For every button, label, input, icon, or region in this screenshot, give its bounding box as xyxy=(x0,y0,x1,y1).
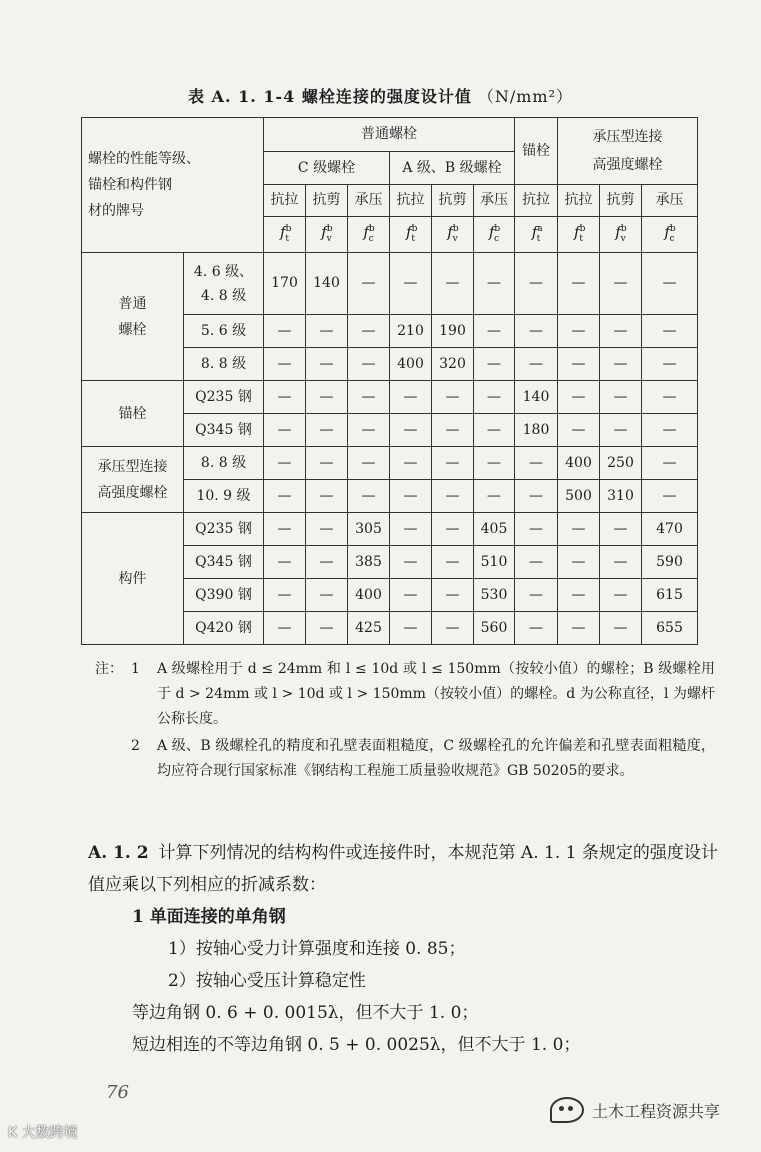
value-cell: — xyxy=(306,447,348,480)
value-cell: — xyxy=(600,253,642,315)
table-title xyxy=(0,84,761,107)
sub-header: 抗拉 xyxy=(264,185,306,217)
sub-header: 抗拉 xyxy=(390,185,432,217)
value-cell: — xyxy=(474,381,515,414)
watermark-right xyxy=(550,1097,720,1123)
header-row-1 xyxy=(82,118,698,152)
value-cell: — xyxy=(348,480,390,513)
sub-header: 抗剪 xyxy=(306,185,348,217)
value-cell: — xyxy=(600,612,642,645)
value-cell: — xyxy=(306,348,348,381)
grade-cell: 10. 9 级 xyxy=(184,480,264,513)
table-unit: （N/mm²） xyxy=(477,87,574,106)
value-cell: — xyxy=(432,414,474,447)
value-cell: — xyxy=(642,315,698,348)
table-row xyxy=(82,381,698,414)
value-cell: 140 xyxy=(306,253,348,315)
value-cell: 470 xyxy=(642,513,698,546)
value-cell: — xyxy=(264,579,306,612)
value-cell: — xyxy=(474,447,515,480)
row-group-label: 普通 螺栓 xyxy=(82,253,184,381)
value-cell: — xyxy=(515,579,558,612)
list-item-1: 1 单面连接的单角钢 xyxy=(132,907,286,927)
formula-line-2: 短边相连的不等边角钢 0. 5 + 0. 0025λ，但不大于 1. 0； xyxy=(132,1035,581,1055)
value-cell: — xyxy=(642,253,698,315)
value-cell: — xyxy=(306,546,348,579)
value-cell: — xyxy=(558,579,600,612)
grade-cell: 4. 6 级、 4. 8 级 xyxy=(184,253,264,315)
value-cell: — xyxy=(264,381,306,414)
value-cell: — xyxy=(264,315,306,348)
value-cell: 530 xyxy=(474,579,515,612)
value-cell: — xyxy=(558,253,600,315)
value-cell: 510 xyxy=(474,546,515,579)
value-cell: — xyxy=(264,612,306,645)
value-cell: 310 xyxy=(600,480,642,513)
value-cell: — xyxy=(390,414,432,447)
symbol-cell: $f^b_v$ xyxy=(600,217,642,253)
note-text: A 级、B 级螺栓孔的精度和孔壁表面粗糙度，C 级螺栓孔的允许偏差和孔壁表面粗糙度，均应符合现行国家标准《钢结构工程施工质量验收规范》GB 50205的要求。 xyxy=(157,738,715,779)
value-cell: — xyxy=(432,579,474,612)
strength-table xyxy=(81,117,698,645)
value-cell: — xyxy=(264,546,306,579)
value-cell: — xyxy=(306,414,348,447)
grade-cell: 8. 8 级 xyxy=(184,348,264,381)
value-cell: — xyxy=(306,579,348,612)
symbol-cell: $f^a_t$ xyxy=(515,217,558,253)
value-cell: — xyxy=(390,612,432,645)
grade-cell: Q235 钢 xyxy=(184,381,264,414)
value-cell: — xyxy=(474,348,515,381)
formula-line-1: 等边角钢 0. 6 + 0. 0015λ，但不大于 1. 0； xyxy=(132,1003,479,1023)
symbol-cell: $f^b_t$ xyxy=(264,217,306,253)
value-cell: — xyxy=(348,315,390,348)
value-cell: — xyxy=(432,513,474,546)
value-cell: — xyxy=(515,480,558,513)
value-cell: 500 xyxy=(558,480,600,513)
value-cell: — xyxy=(390,480,432,513)
value-cell: 590 xyxy=(642,546,698,579)
value-cell: — xyxy=(558,348,600,381)
value-cell: — xyxy=(264,348,306,381)
value-cell: — xyxy=(348,348,390,381)
value-cell: 425 xyxy=(348,612,390,645)
value-cell: — xyxy=(642,480,698,513)
value-cell: — xyxy=(474,253,515,315)
value-cell: — xyxy=(264,447,306,480)
value-cell: — xyxy=(600,348,642,381)
value-cell: — xyxy=(558,513,600,546)
value-cell: — xyxy=(642,414,698,447)
value-cell: — xyxy=(432,612,474,645)
grade-cell: Q420 钢 xyxy=(184,612,264,645)
value-cell: — xyxy=(515,447,558,480)
value-cell: — xyxy=(306,513,348,546)
value-cell: 180 xyxy=(515,414,558,447)
grade-cell: 8. 8 级 xyxy=(184,447,264,480)
value-cell: — xyxy=(348,447,390,480)
grade-cell: 5. 6 级 xyxy=(184,315,264,348)
sub-header: 承压 xyxy=(642,185,698,217)
value-cell: — xyxy=(264,414,306,447)
value-cell: — xyxy=(600,579,642,612)
value-cell: — xyxy=(390,579,432,612)
value-cell: — xyxy=(558,315,600,348)
value-cell: — xyxy=(515,612,558,645)
value-cell: — xyxy=(306,315,348,348)
note-1 xyxy=(95,657,715,732)
value-cell: 250 xyxy=(600,447,642,480)
value-cell: — xyxy=(558,546,600,579)
symbol-cell: $f^b_c$ xyxy=(348,217,390,253)
value-cell: — xyxy=(474,315,515,348)
list-item-1-2: 2）按轴心受压计算稳定性 xyxy=(168,971,366,991)
value-cell: — xyxy=(348,253,390,315)
value-cell: — xyxy=(432,381,474,414)
value-cell: — xyxy=(390,546,432,579)
value-cell: — xyxy=(348,381,390,414)
grade-cell: Q345 钢 xyxy=(184,546,264,579)
group-ordinary: 普通螺栓 xyxy=(264,118,515,152)
value-cell: — xyxy=(264,513,306,546)
sub-header: 抗剪 xyxy=(432,185,474,217)
value-cell: — xyxy=(306,612,348,645)
corner-header: 螺栓的性能等级、 锚栓和构件钢 材的牌号 xyxy=(82,118,264,253)
value-cell: — xyxy=(558,414,600,447)
section-number: A. 1. 2 xyxy=(88,843,149,863)
value-cell: — xyxy=(515,315,558,348)
row-group-label: 承压型连接 高强度螺栓 xyxy=(82,447,184,513)
value-cell: — xyxy=(390,513,432,546)
value-cell: — xyxy=(306,381,348,414)
grade-cell: Q235 钢 xyxy=(184,513,264,546)
value-cell: 400 xyxy=(558,447,600,480)
sub-header: 承压 xyxy=(474,185,515,217)
page-number: 76 xyxy=(106,1082,129,1103)
value-cell: — xyxy=(432,447,474,480)
note-text: A 级螺栓用于 d ≤ 24mm 和 l ≤ 10d 或 l ≤ 150mm（按较小值）的螺栓；B 级螺栓用于 d > 24mm 或 l > 10d 或 l > 150mm（按较小值）的螺栓。d 为公称直径，l 为螺杆公称长度。 xyxy=(157,661,715,727)
value-cell: — xyxy=(306,480,348,513)
value-cell: — xyxy=(600,513,642,546)
symbol-cell: $f^b_c$ xyxy=(642,217,698,253)
row-group-label: 构件 xyxy=(82,513,184,645)
watermark-left: K 大数跨境 xyxy=(8,1125,78,1141)
value-cell: — xyxy=(600,546,642,579)
value-cell: 560 xyxy=(474,612,515,645)
group-ab-grade: A 级、B 级螺栓 xyxy=(390,152,515,185)
section-text: 计算下列情况的结构构件或连接件时，本规范第 A. 1. 1 条规定的强度设计值应乘以下列相应的折减系数： xyxy=(88,843,718,895)
sub-header: 抗拉 xyxy=(558,185,600,217)
value-cell: 400 xyxy=(390,348,432,381)
value-cell: — xyxy=(390,447,432,480)
value-cell: 190 xyxy=(432,315,474,348)
table-notes xyxy=(95,657,715,786)
value-cell: — xyxy=(432,480,474,513)
group-bearing: 承压型连接 高强度螺栓 xyxy=(558,118,698,185)
group-anchor: 锚栓 xyxy=(515,118,558,185)
value-cell: — xyxy=(600,381,642,414)
value-cell: 385 xyxy=(348,546,390,579)
grade-cell: Q390 钢 xyxy=(184,579,264,612)
value-cell: — xyxy=(432,546,474,579)
value-cell: — xyxy=(432,253,474,315)
symbol-cell: $f^b_v$ xyxy=(432,217,474,253)
value-cell: — xyxy=(515,513,558,546)
row-group-label: 锚栓 xyxy=(82,381,184,447)
symbol-cell: $f^b_v$ xyxy=(306,217,348,253)
value-cell: — xyxy=(515,348,558,381)
sub-header: 抗剪 xyxy=(600,185,642,217)
symbol-cell: $f^b_t$ xyxy=(558,217,600,253)
watermark-right-text: 土木工程资源共享 xyxy=(592,1101,721,1121)
grade-cell: Q345 钢 xyxy=(184,414,264,447)
notes-label: 注： xyxy=(95,661,123,677)
value-cell: — xyxy=(558,612,600,645)
value-cell: 210 xyxy=(390,315,432,348)
note-number: 1 xyxy=(131,661,140,677)
value-cell: — xyxy=(390,253,432,315)
value-cell: — xyxy=(600,414,642,447)
section-paragraph xyxy=(88,837,718,901)
note-2 xyxy=(95,734,715,784)
table-row xyxy=(82,447,698,480)
list-item-1-1: 1）按轴心受力计算强度和连接 0. 85； xyxy=(168,939,466,959)
value-cell: 140 xyxy=(515,381,558,414)
value-cell: — xyxy=(515,546,558,579)
value-cell: — xyxy=(600,315,642,348)
group-c-grade: C 级螺栓 xyxy=(264,152,390,185)
table-row xyxy=(82,513,698,546)
value-cell: 615 xyxy=(642,579,698,612)
value-cell: — xyxy=(642,381,698,414)
body-text xyxy=(88,837,718,1061)
value-cell: — xyxy=(474,414,515,447)
sub-header: 承压 xyxy=(348,185,390,217)
note-number: 2 xyxy=(131,738,140,754)
symbol-cell: $f^b_t$ xyxy=(390,217,432,253)
table-title-text: 表 A. 1. 1-4 螺栓连接的强度设计值 xyxy=(187,87,472,106)
value-cell: — xyxy=(474,480,515,513)
symbol-cell: $f^b_c$ xyxy=(474,217,515,253)
value-cell: 305 xyxy=(348,513,390,546)
value-cell: — xyxy=(642,348,698,381)
value-cell: 405 xyxy=(474,513,515,546)
value-cell: 655 xyxy=(642,612,698,645)
value-cell: — xyxy=(515,253,558,315)
sub-header: 抗拉 xyxy=(515,185,558,217)
value-cell: 320 xyxy=(432,348,474,381)
value-cell: — xyxy=(264,480,306,513)
value-cell: 400 xyxy=(348,579,390,612)
value-cell: 170 xyxy=(264,253,306,315)
value-cell: — xyxy=(348,414,390,447)
value-cell: — xyxy=(558,381,600,414)
value-cell: — xyxy=(642,447,698,480)
table-row xyxy=(82,253,698,315)
value-cell: — xyxy=(390,381,432,414)
wechat-logo-icon xyxy=(550,1097,584,1123)
